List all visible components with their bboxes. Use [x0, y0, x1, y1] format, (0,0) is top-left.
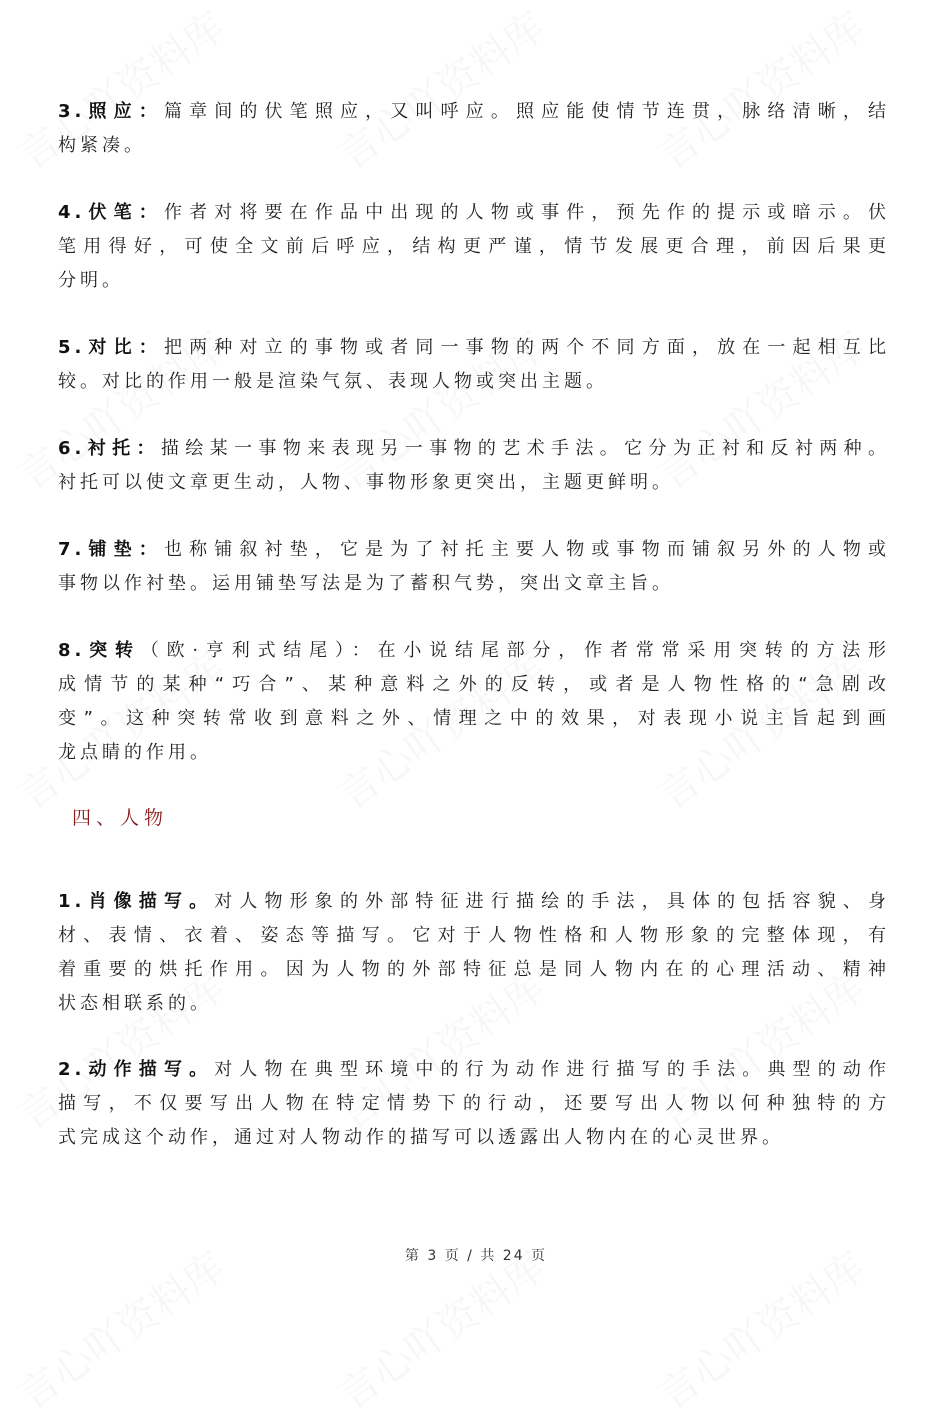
term-text: （欧·亨利式结尾）：在小说结尾部分，作者常常采用突转的方法形: [140, 640, 890, 661]
paragraph-line: 着重要的烘托作用。因为人物的外部特征总是同人物内在的心理活动、精神: [58, 959, 890, 980]
paragraph-line: 变”。这种突转常收到意料之外、情理之中的效果，对表现小说主旨起到画: [58, 708, 890, 729]
paragraph: [58, 331, 890, 399]
paragraph-line: 材、表情、衣着、姿态等描写。它对于人物性格和人物形象的完整体现，有: [58, 925, 890, 946]
paragraph-line: [58, 634, 890, 668]
term-label: 1.肖像描写。: [58, 891, 215, 912]
paragraph-line: [58, 196, 890, 230]
paragraph: [58, 1053, 890, 1155]
term-text: 也称铺叙衬垫，它是为了衬托主要人物或事物而铺叙另外的人物或: [163, 539, 890, 560]
paragraph-line: 事物以作衬垫。运用铺垫写法是为了蓄积气势，突出文章主旨。: [58, 573, 674, 594]
term-text: 作者对将要在作品中出现的人物或事件，预先作的提示或暗示。伏: [163, 202, 890, 223]
paragraph: [58, 533, 890, 601]
paragraph-line: [58, 331, 890, 365]
term-text: 篇章间的伏笔照应，又叫呼应。照应能使情节连贯，脉络清晰，结: [163, 101, 890, 122]
term-label: 4.伏笔：: [58, 202, 164, 223]
section-heading: 四、人物: [72, 807, 169, 829]
term-label: 6.衬托：: [58, 438, 161, 459]
term-text: 对人物形象的外部特征进行描绘的手法，具体的包括容貌、身: [214, 891, 890, 912]
paragraph: [58, 95, 890, 163]
term-label: 7.铺垫：: [58, 539, 164, 560]
term-text: 描绘某一事物来表现另一事物的艺术手法。它分为正衬和反衬两种。: [160, 438, 890, 459]
page-footer: 第 3 页 / 共 24 页: [404, 1248, 548, 1264]
paragraph-line: [58, 432, 890, 466]
term-label: 8.突转: [58, 640, 141, 661]
paragraph-line: 龙点睛的作用。: [58, 742, 212, 763]
paragraph-line: 成情节的某种“巧合”、某种意料之外的反转，或者是人物性格的“急剧改: [58, 674, 890, 695]
paragraph-line: 描写，不仅要写出人物在特定情势下的行动，还要写出人物以何种独特的方: [58, 1093, 890, 1114]
paragraph-line: [58, 1053, 890, 1087]
paragraph-line: [58, 95, 890, 129]
term-text: 对人物在典型环境中的行为动作进行描写的手法。典型的动作: [214, 1059, 890, 1080]
paragraph-line: 较。对比的作用一般是渲染气氛、表现人物或突出主题。: [58, 371, 608, 392]
paragraph-line: [58, 533, 890, 567]
paragraph: [58, 432, 890, 500]
paragraph-line: 构紧凑。: [58, 135, 146, 156]
paragraph-line: 式完成这个动作，通过对人物动作的描写可以透露出人物内在的心灵世界。: [58, 1127, 784, 1148]
paragraph-line: 状态相联系的。: [58, 993, 212, 1014]
term-label: 3.照应：: [58, 101, 164, 122]
paragraph-line: 笔用得好，可使全文前后呼应，结构更严谨，情节发展更合理，前因后果更: [58, 236, 890, 257]
paragraph-line: 分明。: [58, 270, 124, 291]
paragraph: [58, 885, 890, 1021]
paragraph: [58, 196, 890, 298]
paragraph-line: 衬托可以使文章更生动，人物、事物形象更突出，主题更鲜明。: [58, 472, 674, 493]
term-text: 把两种对立的事物或者同一事物的两个不同方面，放在一起相互比: [163, 337, 890, 358]
paragraph: [58, 634, 890, 770]
paragraph-line: [58, 885, 890, 919]
term-label: 2.动作描写。: [58, 1059, 215, 1080]
term-label: 5.对比：: [58, 337, 164, 358]
